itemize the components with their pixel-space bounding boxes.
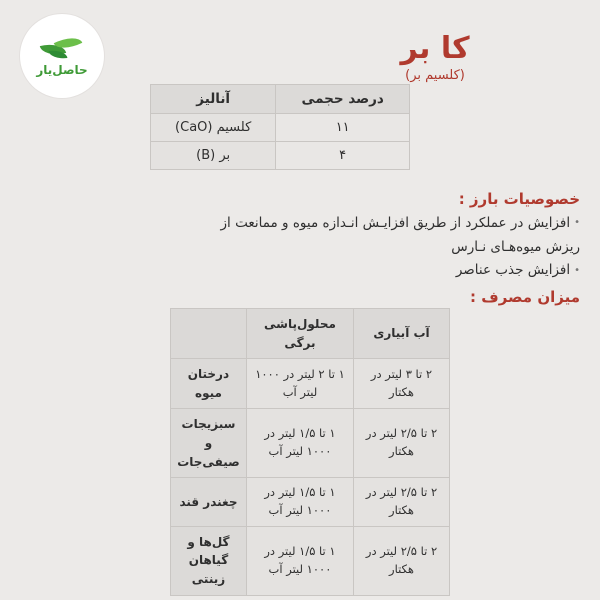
bullet-icon: • bbox=[574, 264, 580, 276]
table-row bbox=[171, 409, 450, 478]
features-list bbox=[200, 212, 580, 283]
analysis-table bbox=[150, 84, 410, 170]
feature-text-0: افزایش در عملکرد از طریق افزایـش انـدازه میوه و ممانعت از ریزش میوه‌هـای نـارس bbox=[220, 215, 580, 255]
list-item bbox=[200, 259, 580, 283]
table-header-row bbox=[171, 309, 450, 359]
usage-table bbox=[170, 308, 450, 596]
usage-col-irrigation: آب آبیاری bbox=[354, 309, 450, 359]
analysis-col-percent: درصد حجمی bbox=[276, 85, 410, 114]
analysis-percent-0: ۱۱ bbox=[276, 114, 410, 142]
feature-text-1: افزایش جذب عناصر bbox=[455, 262, 571, 279]
usage-foliar-0: ۱ تا ۲ لیتر در ۱۰۰۰ لیتر آب bbox=[246, 359, 353, 409]
usage-irrigation-0: ۲ تا ۳ لیتر در هکتار bbox=[354, 359, 450, 409]
table-header-row bbox=[151, 85, 410, 114]
page-title bbox=[270, 32, 600, 83]
usage-crop-2: چغندر قند bbox=[171, 478, 247, 527]
bullet-icon: • bbox=[574, 217, 580, 229]
leaf-icon bbox=[39, 35, 85, 61]
analysis-name-0: کلسیم (CaO) bbox=[151, 114, 276, 142]
analysis-percent-1: ۴ bbox=[276, 142, 410, 170]
table-row bbox=[171, 526, 450, 595]
usage-col-foliar: محلول‌پاشی برگی bbox=[246, 309, 353, 359]
table-row bbox=[151, 114, 410, 142]
usage-col-crop bbox=[171, 309, 247, 359]
features-heading: خصوصیات بارز : bbox=[458, 190, 580, 208]
product-subtitle: (کلسیم بر) bbox=[405, 68, 465, 83]
product-title: کا بر bbox=[400, 31, 470, 66]
table-row bbox=[171, 478, 450, 527]
usage-foliar-3: ۱ تا ۱/۵ لیتر در ۱۰۰۰ لیتر آب bbox=[246, 526, 353, 595]
usage-crop-1: سبزیجات و صیفی‌جات bbox=[171, 409, 247, 478]
analysis-col-name: آنالیز bbox=[151, 85, 276, 114]
usage-foliar-2: ۱ تا ۱/۵ لیتر در ۱۰۰۰ لیتر آب bbox=[246, 478, 353, 527]
brand-name: حاصل‌یار bbox=[36, 63, 88, 77]
usage-crop-3: گل‌ها و گیاهان زینتی bbox=[171, 526, 247, 595]
usage-irrigation-3: ۲ تا ۲/۵ لیتر در هکتار bbox=[354, 526, 450, 595]
table-row bbox=[151, 142, 410, 170]
usage-crop-0: درختان میوه bbox=[171, 359, 247, 409]
analysis-name-1: بر (B) bbox=[151, 142, 276, 170]
brand-logo bbox=[20, 14, 104, 98]
usage-heading: میزان مصرف : bbox=[470, 288, 580, 306]
usage-foliar-1: ۱ تا ۱/۵ لیتر در ۱۰۰۰ لیتر آب bbox=[246, 409, 353, 478]
table-row bbox=[171, 359, 450, 409]
usage-irrigation-1: ۲ تا ۲/۵ لیتر در هکتار bbox=[354, 409, 450, 478]
logo-inner bbox=[28, 22, 96, 90]
usage-irrigation-2: ۲ تا ۲/۵ لیتر در هکتار bbox=[354, 478, 450, 527]
list-item bbox=[200, 212, 580, 259]
